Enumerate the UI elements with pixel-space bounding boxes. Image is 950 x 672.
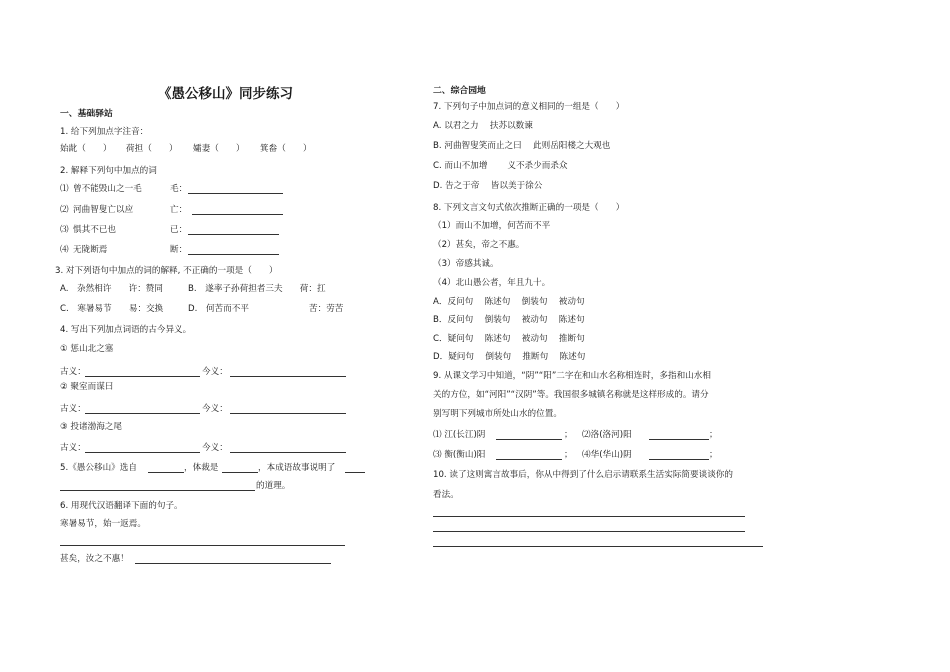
answer-line[interactable] [230, 413, 346, 414]
q8-option: D．疑问句 倒装句 推断句 陈述句 [433, 352, 586, 362]
q9-answer-label: ⑵洛(洛河)阳 [582, 430, 632, 440]
q8-option: A．反问句 陈述句 倒装句 被动句 [433, 297, 585, 307]
q8-option: B．反问句 倒装句 被动句 陈述句 [433, 315, 585, 325]
q3-option-b: B. 遂率子孙荷担者三夫 荷：扛 [188, 284, 326, 294]
q2-sentence: 惧其不已也 [73, 225, 116, 235]
q7-option: A. 以君之力 扶苏以数谏 [433, 121, 533, 131]
q4-gu-label: 古义： [60, 367, 86, 377]
q6-sentence: 甚矣，汝之不惠！ [60, 554, 129, 564]
q2-word: 毛： [170, 184, 188, 194]
q7-option: D. 告之于帝 皆以美于徐公 [433, 181, 543, 191]
q3-option-c: C. 寒暑易节 易：交换 [60, 304, 164, 314]
q1-item: 孀妻（ ） [193, 144, 245, 154]
answer-line[interactable] [496, 459, 562, 460]
q2-num: ⑴ [60, 184, 69, 194]
q4-gu-label: 古义： [60, 404, 86, 414]
answer-line[interactable] [345, 472, 365, 473]
answer-line[interactable] [649, 459, 709, 460]
q2-num: ⑶ [60, 225, 69, 235]
answer-line[interactable] [188, 193, 283, 194]
q6-stem: 6. 用现代汉语翻译下面的句子。 [60, 501, 183, 511]
q3-stem: 3. 对下列语句中加点的词的解释, 不正确的一项是（ ） [55, 266, 278, 276]
q8-sentence: （4）北山愚公者，年且九十。 [433, 278, 551, 288]
q7-option: C. 而山不加增 义不杀少而杀众 [433, 161, 568, 171]
q5-text: ，本成语故事说明了 [258, 463, 336, 473]
answer-line[interactable] [188, 234, 279, 235]
q9-answer-label: ⑷华(华山)阴 [582, 450, 632, 460]
q9-sep: ； [709, 450, 718, 460]
q9-answer-label: ⑶ 衡(衡山)阳 [433, 450, 486, 460]
q7-stem: 7. 下列句子中加点词的意义相同的一组是（ ） [433, 102, 625, 112]
answer-line[interactable] [433, 516, 745, 517]
q2-num: ⑷ [60, 245, 69, 255]
q3-option-d-gloss: 苦：劳苦 [309, 304, 344, 314]
q8-sentence: （2）甚矣，帝之不惠。 [433, 240, 525, 250]
q2-sentence: 曾不能毁山之一毛 [73, 184, 142, 194]
page-title: 《愚公移山》同步练习 [158, 86, 293, 102]
q1-stem: 1. 给下列加点字注音： [60, 127, 149, 137]
q9-text: 关的方位，如“河阳”“汉阴”等。我国很多城镇名称就是这样形成的。请分 [433, 390, 709, 400]
q1-item: 箕畚（ ） [260, 144, 312, 154]
q1-item: 荷担（ ） [126, 144, 178, 154]
q2-num: ⑵ [60, 205, 69, 215]
q2-sentence: 河曲智叟亡以应 [73, 205, 134, 215]
q4-jin-label: 今义： [202, 367, 228, 377]
answer-line[interactable] [649, 439, 709, 440]
answer-line[interactable] [433, 531, 745, 532]
answer-line[interactable] [85, 452, 200, 453]
answer-line[interactable] [85, 413, 200, 414]
answer-line[interactable] [135, 563, 331, 564]
section-heading-comprehensive: 二、综合园地 [433, 86, 486, 96]
q4-jin-label: 今义： [202, 443, 228, 453]
q8-option: C．疑问句 陈述句 被动句 推断句 [433, 334, 585, 344]
q10-text: 10. 读了这则寓言故事后，你从中得到了什么启示请联系生活实际简要谈谈你的 [433, 470, 733, 480]
q3-option-a: A. 杂然相许 许：赞同 [60, 284, 163, 294]
answer-line[interactable] [222, 472, 258, 473]
q9-text: 别写明下列城市所处山水的位置。 [433, 409, 562, 419]
q9-answer-label: ⑴ 江(长江)阴 [433, 430, 486, 440]
q4-item: ② 聚室而谋曰 [60, 382, 114, 392]
q4-jin-label: 今义： [202, 404, 228, 414]
q1-item: 始龀（ ） [60, 144, 112, 154]
q9-sep: ； [564, 430, 573, 440]
q7-option: B. 河曲智叟笑而止之曰 此则岳阳楼之大观也 [433, 141, 611, 151]
q2-word: 已： [170, 225, 188, 235]
q10-text: 看法。 [433, 490, 459, 500]
q2-sentence: 无陇断焉 [73, 245, 108, 255]
answer-line[interactable] [192, 214, 283, 215]
answer-line[interactable] [148, 472, 184, 473]
q8-sentence: （1）而山不加增，何苦而不平 [433, 221, 551, 231]
q9-text: 9. 从课文学习中知道，“阴”“阳”二字在和山水名称相连时，多指和山水相 [433, 371, 711, 381]
answer-line[interactable] [85, 376, 200, 377]
section-heading-basic: 一、基础驿站 [60, 109, 113, 119]
q5-text: 的道理。 [256, 481, 291, 491]
q6-sentence: 寒暑易节，始一返焉。 [60, 519, 146, 529]
q8-sentence: （3）帝感其诚。 [433, 259, 499, 269]
q2-word: 断： [170, 245, 188, 255]
q8-stem: 8. 下列文言文句式依次推断正确的一项是（ ） [433, 203, 625, 213]
q4-item: ③ 投诸渤海之尾 [60, 422, 122, 432]
answer-line[interactable] [230, 452, 346, 453]
q5-text: 5.《愚公移山》选自 [60, 463, 137, 473]
q9-sep: ； [709, 430, 718, 440]
q9-sep: ； [564, 450, 573, 460]
q4-stem: 4. 写出下列加点词语的古今异义。 [60, 325, 192, 335]
answer-line[interactable] [60, 545, 345, 546]
answer-line[interactable] [496, 439, 562, 440]
q4-item: ① 惩山北之塞 [60, 344, 114, 354]
answer-line[interactable] [188, 254, 279, 255]
q5-text: ，体裁是 [184, 463, 219, 473]
q3-option-d: D. 何苦而不平 [188, 304, 249, 314]
q4-gu-label: 古义： [60, 443, 86, 453]
answer-line[interactable] [433, 546, 763, 547]
answer-line[interactable] [60, 490, 255, 491]
q2-word: 亡： [170, 205, 188, 215]
q2-stem: 2. 解释下列句中加点的词 [60, 166, 157, 176]
answer-line[interactable] [230, 376, 346, 377]
